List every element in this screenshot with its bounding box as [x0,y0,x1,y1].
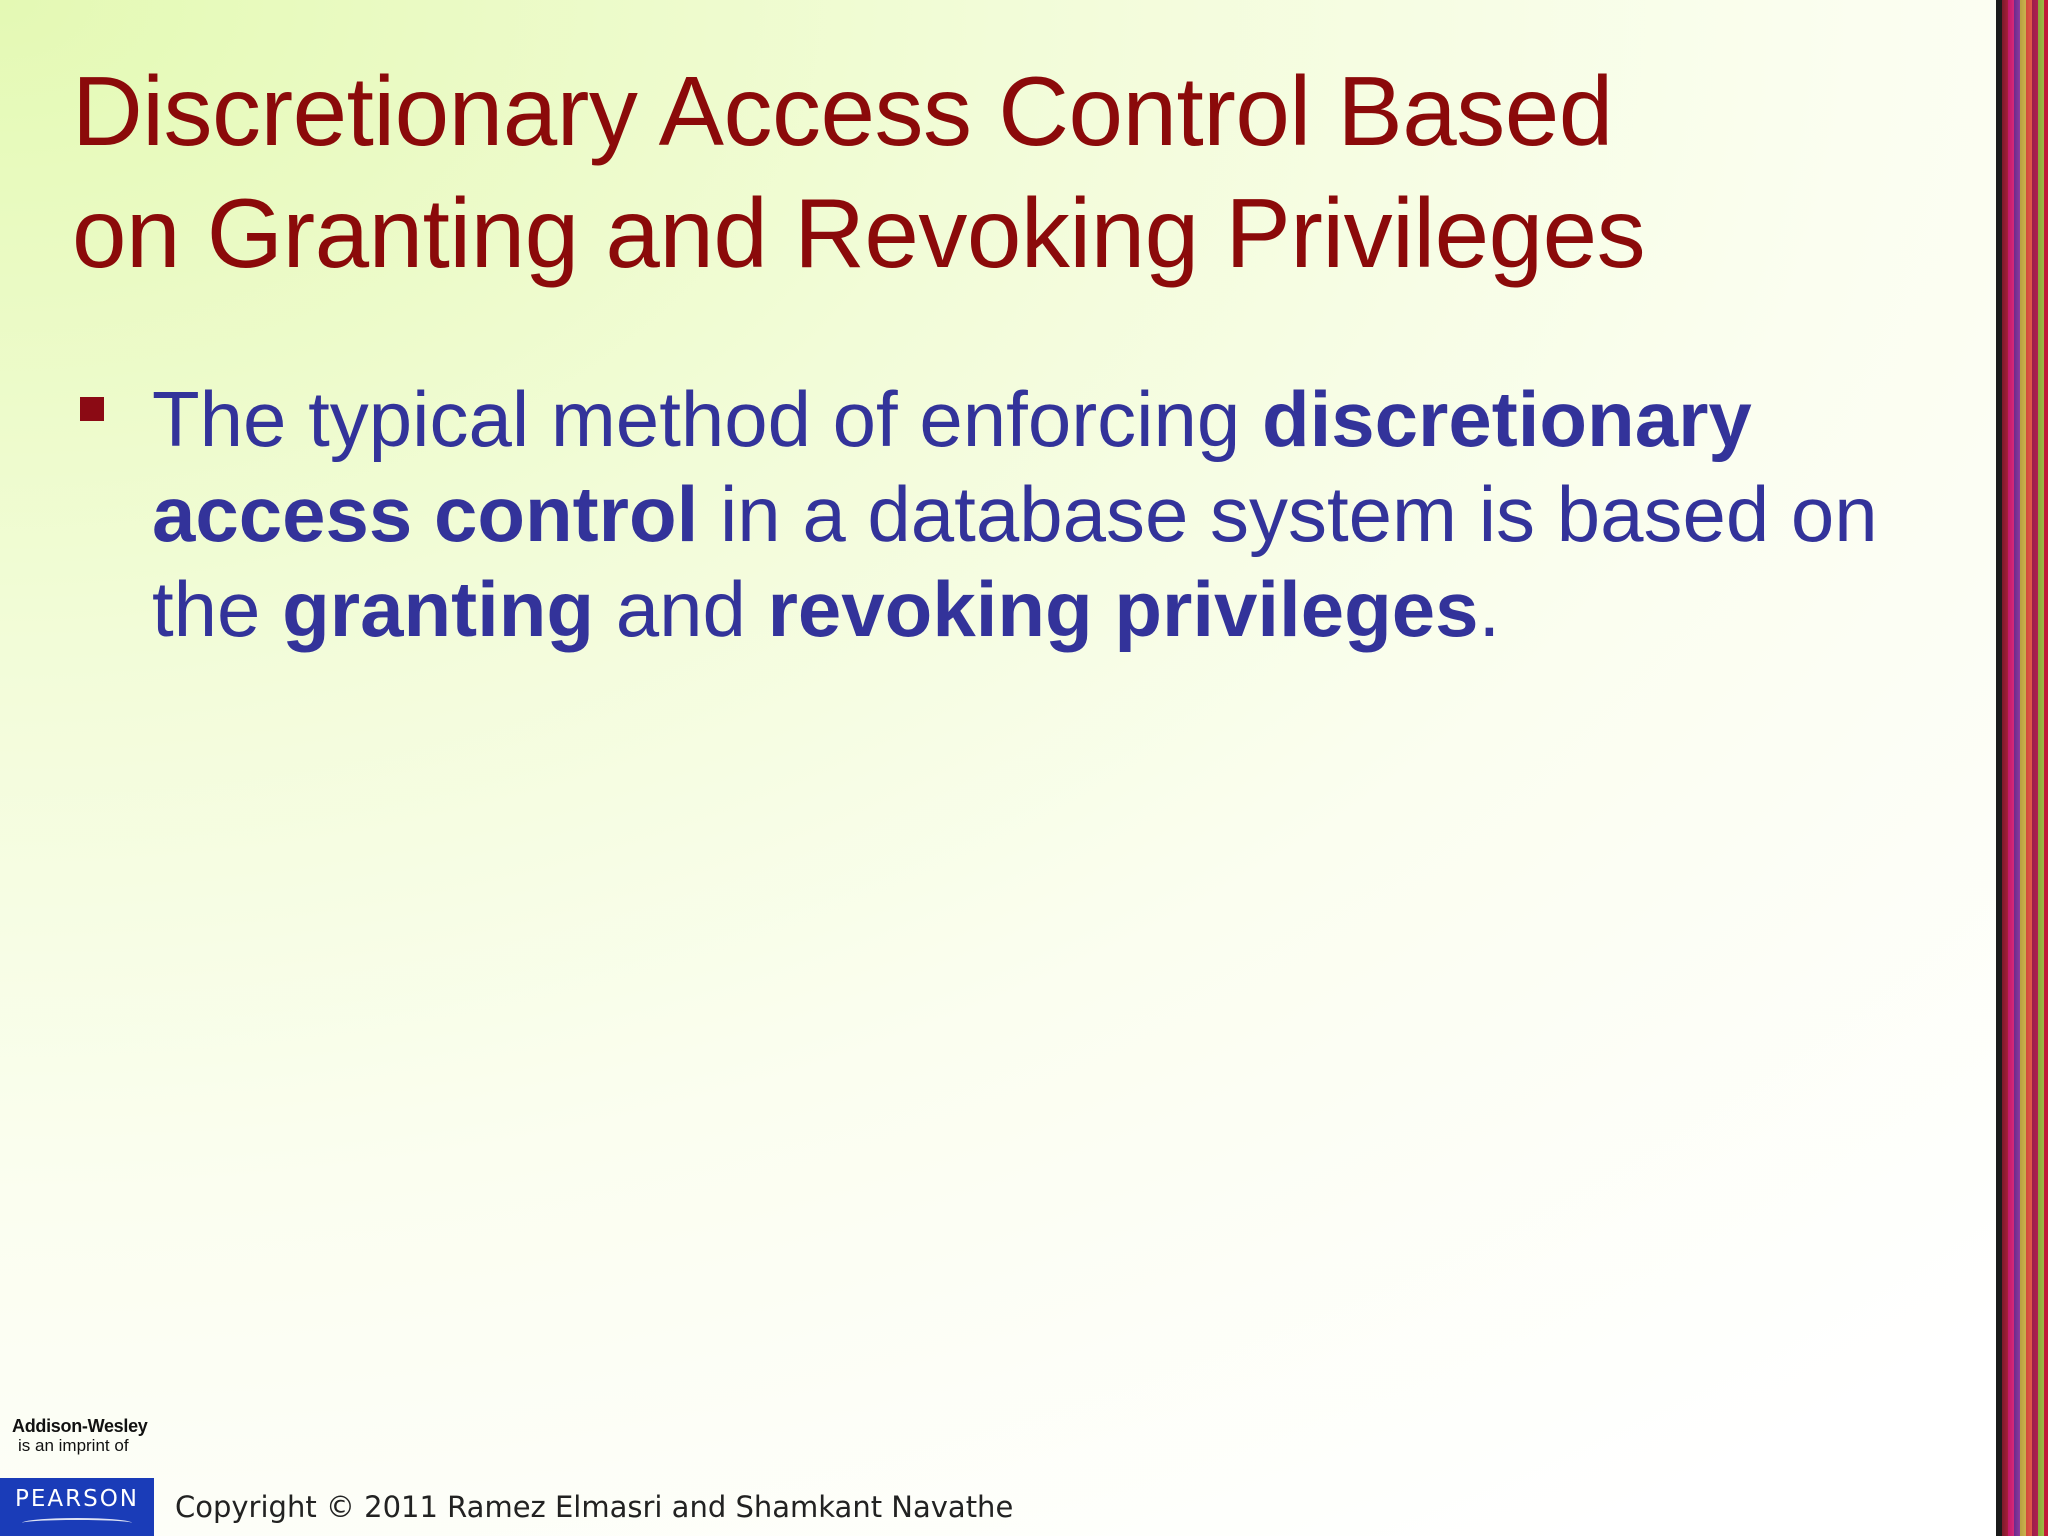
bullet-text [152,372,1912,657]
square-bullet-icon [80,397,104,421]
title-line-1: Discretionary Access Control Based [72,56,1613,166]
bullet-text-part: in a database system is based on the [152,470,1878,653]
bullet-text-part: The typical method of enforcing [152,375,1262,463]
bullet-bold-term: granting [282,565,595,653]
decorative-side-stripes [1996,0,2048,1536]
slide-title [72,50,1912,294]
bullet-text-part: . [1478,565,1501,653]
copyright-notice: Copyright © 2011 Ramez Elmasri and Shamkant Navathe [175,1490,1014,1524]
pearson-logo [0,1478,154,1536]
publisher-logo [0,1416,160,1536]
swoosh-icon [22,1518,132,1528]
publisher-name: Addison-Wesley [12,1416,148,1436]
title-line-2: on Granting and Revoking Privileges [72,178,1646,288]
bullet-bold-term: revoking privileges [767,565,1479,653]
bullet-text-part: and [594,565,768,653]
bullet-bold-term: discretionary access control [152,375,1752,558]
pearson-wordmark: PEARSON [14,1486,140,1512]
imprint-text: is an imprint of [18,1436,129,1455]
